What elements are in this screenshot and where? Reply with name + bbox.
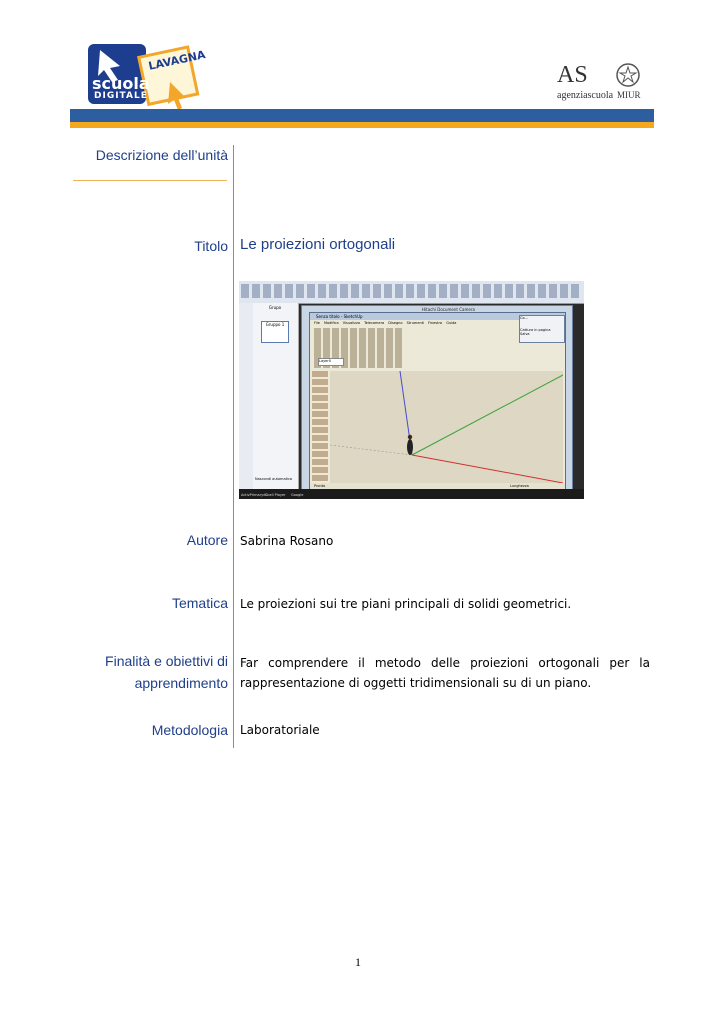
group-item-label: Gruppo 1 (265, 322, 285, 327)
value-tematica: Le proiezioni sui tre piani principali di solidi geometrici. (240, 597, 572, 611)
value-autore: Sabrina Rosano (240, 534, 334, 548)
popup-item-save[interactable]: Salva (520, 332, 530, 336)
popup-item-capture[interactable]: Cattura in pagina (520, 328, 551, 332)
value-finalita: Far comprendere il metodo delle proiezioni ortogonali per la rappresentazione di oggetti tridimensionali su di un piano. (240, 656, 650, 690)
menu-strumenti[interactable]: Strumenti (406, 321, 425, 325)
menu-telecamera[interactable]: Telecamera (364, 321, 385, 325)
agenziascuola-text: agenziascuola (557, 90, 614, 101)
miur-text: MIUR (617, 90, 641, 100)
menu-file[interactable]: File (314, 321, 320, 325)
label-metodologia: Metodologia (151, 722, 228, 738)
taskbar-item-3[interactable]: Google (291, 493, 304, 497)
taskbar-item-2[interactable]: Shell Player (265, 493, 286, 497)
status-left: Pronto (314, 484, 326, 488)
autohide-checkbox[interactable]: Nascondi automatica (255, 477, 293, 481)
menu-visualizza[interactable]: Visualizza (342, 321, 360, 325)
taskbar-item-1[interactable]: ActivPrimaryd... (241, 493, 269, 497)
column-divider (233, 145, 234, 748)
vertical-tools (312, 371, 328, 483)
label-tematica: Tematica (171, 595, 228, 611)
logo-text-scuola: scuola (92, 74, 150, 93)
outer-toolbar (239, 281, 584, 304)
miur-emblem-icon (615, 62, 641, 88)
group-panel-title: Grupo (268, 305, 282, 310)
label-descrizione: Descrizione dell’unità (95, 147, 228, 163)
logo-text-lavagna: LAVAGNA (147, 48, 207, 73)
group-panel (253, 303, 299, 489)
agenziascuola-logo (555, 62, 645, 102)
left-toolstrip (239, 303, 254, 489)
capture-popup (519, 315, 565, 343)
page-number: 1 (355, 955, 361, 969)
sketchup-viewport[interactable] (330, 371, 563, 483)
taskbar (239, 489, 584, 499)
status-right: Lunghezza (510, 484, 529, 488)
menu-finestra[interactable]: Finestra (428, 321, 443, 325)
value-metodologia: Laboratoriale (240, 723, 320, 737)
menu-guida[interactable]: Guida (446, 321, 457, 325)
popup-title: Co... (520, 316, 528, 320)
value-titolo: Le proiezioni ortogonali (240, 236, 396, 253)
group-thumbnail[interactable] (261, 321, 289, 343)
as-mark: AS (557, 62, 588, 88)
sketchup-screenshot (239, 281, 584, 499)
label-titolo: Titolo (194, 238, 228, 254)
camera-title: Hitachi Document Camera (422, 307, 475, 312)
header-bar-orange (70, 122, 654, 128)
logo-text-digitale: DIGITALE (94, 91, 148, 101)
menu-disegno[interactable]: Disegno (388, 321, 403, 325)
layer-select[interactable]: Layer0 (318, 358, 344, 366)
sketchup-title: Senza titolo - SketchUp (316, 314, 363, 319)
scuola-digitale-logo (86, 40, 206, 120)
axes-icon (330, 371, 563, 483)
label-underline (73, 180, 227, 181)
label-finalita: Finalità e obiettivi di apprendimento (105, 653, 228, 691)
menu-modifica[interactable]: Modifica (323, 321, 339, 325)
label-autore: Autore (186, 532, 228, 548)
header-bar-blue (70, 109, 654, 122)
